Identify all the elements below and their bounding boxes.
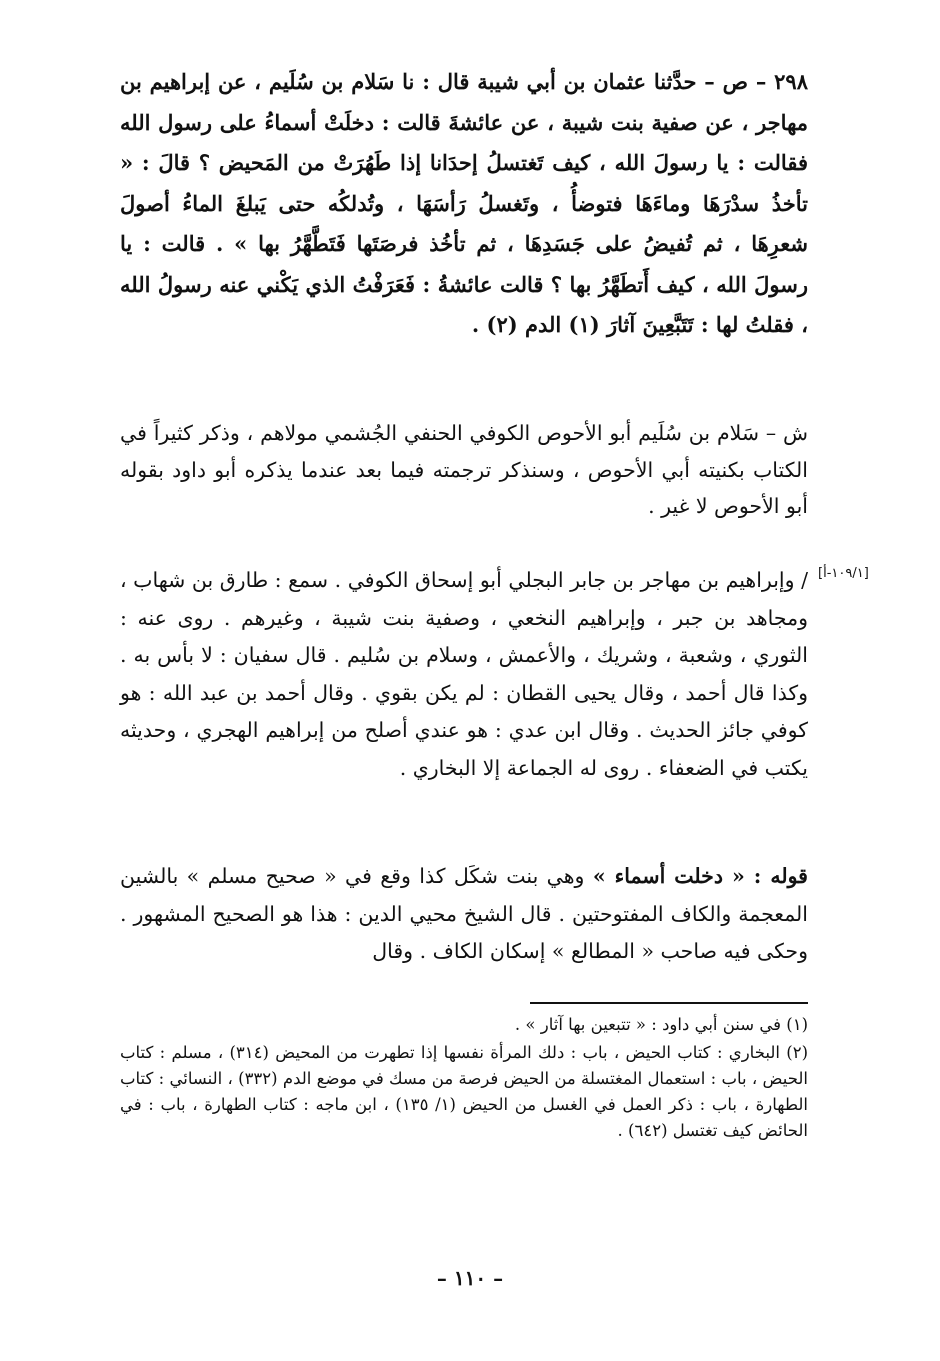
qawl-lead: قوله : « دخلت أسماء » <box>592 864 808 888</box>
footnote-divider <box>530 1002 808 1004</box>
footnote: (٢) البخاري : كتاب الحيض ، باب : دلك المرأة نفسها إذا تطهرت من المحيض (٣١٤) ، مسلم : كتاب الحيض ، باب : استعمال المغتسلة من الحيض فرصة من مسك في موضع الدم (٣٣٢) ، النسائي : كتاب الطهارة ، باب : ذكر العمل في الغسل من الحيض (١/ ١٣٥) ، ابن ماجه : كتاب الطهارة ، باب : في الحائض كيف تغتسل (٦٤٢) . <box>120 1043 808 1140</box>
qawl-text: وهي بنت شكَل كذا وقع في « صحيح مسلم » بالشين المعجمة والكاف المفتوحتين . قال الشيخ محيي الدين : هذا هو الصحيح المشهور . وحكى فيه صاحب « المطالع » إسكان الكاف . وقال <box>120 864 808 963</box>
footnotes <box>120 1012 808 1146</box>
commentary-qawl <box>120 858 808 971</box>
commentary-narrator-salam: ش – سَلام بن سُلَيم أبو الأحوص الكوفي الحنفي الجُشمي مولاهم ، وذكر كثيراً في الكتاب بكنيته أبي الأحوص ، وسنذكر ترجمته فيما بعد عندما يذكره أبو داود بقوله أبو الأحوص لا غير . <box>120 421 808 518</box>
commentary-narrator-ibrahim: / وإبراهيم بن مهاجر بن جابر البجلي أبو إسحاق الكوفي . سمع : طارق بن شهاب ، ومجاهد بن جبر ، وإبراهيم النخعي ، وصفية بنت شيبة ، وغيرهم . روى عنه : الثوري ، وشعبة ، وشريك ، والأعمش ، وسلام بن سُليم . قال سفيان : لا بأس به . وكذا قال أحمد ، وقال يحيى القطان : لم يكن بقوي . وقال أحمد بن عبد الله : هو كوفي جائز الحديث . وقال ابن عدي : هو عندي أصلح من إبراهيم الهجري ، وحديثه يكتب في الضعفاء . روى له الجماعة إلا البخاري . <box>120 568 808 780</box>
hadith-text: ٢٩٨ – ص – حدَّثنا عثمان بن أبي شيبة قال : نا سَلام بن سُلَيم ، عن إبراهيم بن مهاجر ، عن صفية بنت شيبة ، عن عائشةَ قالت : دخلَتْ أسماءُ على رسول الله فقالت : يا رسولَ الله ، كيف تَغتسلُ إحدَانا إذا طَهُرَتْ من المَحيض ؟ قالَ : « تأخذُ سدْرَهَا وماءَهَا فتوضأُ ، وتَغسلُ رَأسَهَا ، وتُدلكُه حتى يَبلغَ الماءُ أصولَ شعرِهَا ، ثم تُفيضُ على جَسَدِهَا ، ثم تأخُذ فرصَتَها فَتَطَّهَّرُ بها » . قالت : يا رسولَ الله ، كيف أَتطَهَّرُ بها ؟ قالت عائشةُ : فَعَرَفْتُ الذي يَكْني عنه رسولُ الله ، فقلتُ لها : تَتَبَّعِينَ آثارَ (١) الدم (٢) . <box>120 69 808 337</box>
manuscript-folio-reference: [١٠٩/١-أ] <box>818 566 869 581</box>
page-number: – ١١٠ – <box>436 1266 504 1290</box>
footnote: (١) في سنن أبي داود : « تتبعين بها آثار » . <box>514 1015 808 1034</box>
